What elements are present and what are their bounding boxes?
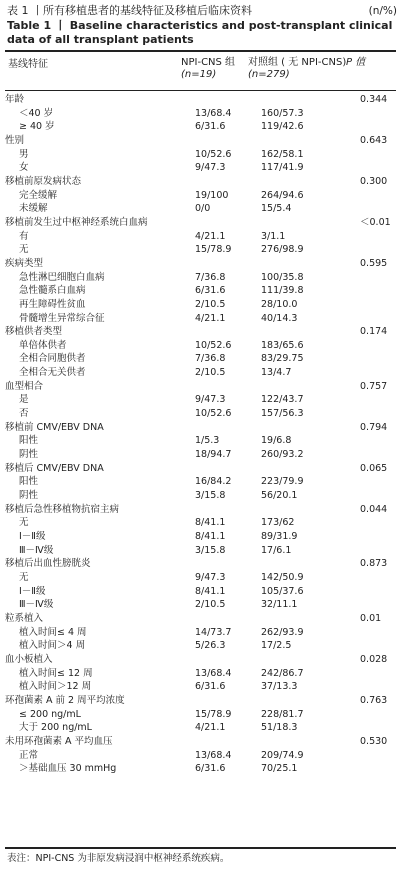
bottom-rule bbox=[5, 847, 396, 849]
table-row bbox=[5, 735, 396, 749]
row-control-value: 119/42.6 bbox=[261, 121, 304, 133]
top-rule bbox=[5, 50, 396, 52]
row-p-value bbox=[360, 434, 396, 448]
row-label: 移植后出血性膀胱炎 bbox=[5, 558, 91, 570]
row-label: 血型相合 bbox=[5, 380, 44, 392]
row-npi-value bbox=[195, 694, 261, 708]
row-p-value: 0.763 bbox=[360, 694, 388, 706]
row-control-value: 122/43.7 bbox=[261, 394, 304, 406]
row-label: 未缓解 bbox=[19, 203, 48, 215]
row-p-value bbox=[360, 312, 396, 326]
table-row bbox=[5, 189, 396, 203]
header-characteristic: 基线特征 bbox=[8, 59, 48, 70]
row-npi-value: 19/100 bbox=[195, 189, 229, 201]
row-p-value bbox=[360, 626, 396, 640]
row-control-value: 209/74.9 bbox=[261, 749, 304, 761]
row-control-value: 51/18.3 bbox=[261, 722, 298, 734]
row-control-value: 100/35.8 bbox=[261, 271, 304, 283]
row-label: 女 bbox=[19, 162, 29, 174]
row-control-value: 17/2.5 bbox=[261, 640, 292, 652]
row-label: 有 bbox=[19, 230, 29, 242]
table-row bbox=[5, 462, 396, 476]
row-p-value bbox=[360, 448, 396, 462]
row-npi-value bbox=[195, 421, 261, 435]
table-row bbox=[5, 680, 396, 694]
row-npi-value: 2/10.5 bbox=[195, 298, 226, 310]
table-row bbox=[5, 530, 396, 544]
row-label: Ⅲ－Ⅳ级 bbox=[19, 544, 54, 556]
row-npi-value: 4/21.1 bbox=[195, 722, 226, 734]
table-row bbox=[5, 612, 396, 626]
row-label: 植入时间≤ 4 周 bbox=[19, 626, 87, 638]
header-npi-line2: (n=19) bbox=[181, 69, 217, 80]
row-label: 再生障碍性贫血 bbox=[19, 298, 86, 310]
row-label: 年龄 bbox=[5, 94, 25, 105]
row-control-value: 56/20.1 bbox=[261, 490, 298, 502]
row-control-value: 37/13.3 bbox=[261, 681, 298, 693]
row-p-value bbox=[360, 189, 396, 203]
table-row bbox=[5, 366, 396, 380]
row-p-value bbox=[360, 202, 396, 216]
row-npi-value: 3/15.8 bbox=[195, 544, 226, 556]
header-rule bbox=[5, 90, 396, 91]
row-control-value: 32/11.1 bbox=[261, 599, 298, 611]
row-control-value bbox=[261, 694, 360, 708]
row-label: 正常 bbox=[19, 749, 39, 761]
row-p-value bbox=[360, 475, 396, 489]
row-control-value: 89/31.9 bbox=[261, 531, 298, 542]
row-p-value bbox=[360, 148, 396, 162]
row-label: 无 bbox=[19, 517, 29, 529]
table-row bbox=[5, 393, 396, 407]
row-control-value: 276/98.9 bbox=[261, 244, 304, 256]
row-label: 粒系植入 bbox=[5, 612, 44, 624]
row-p-value bbox=[360, 544, 396, 558]
row-control-value: 3/1.1 bbox=[261, 230, 286, 242]
row-label: 无 bbox=[19, 571, 29, 583]
row-control-value bbox=[261, 557, 360, 571]
table-row bbox=[5, 503, 396, 517]
row-p-value: 0.065 bbox=[360, 462, 388, 474]
table-row bbox=[5, 339, 396, 353]
row-npi-value: 4/21.1 bbox=[195, 230, 226, 242]
header-p-value: P 值 bbox=[346, 57, 366, 68]
table-row bbox=[5, 257, 396, 271]
row-p-value bbox=[360, 107, 396, 121]
row-p-value bbox=[360, 516, 396, 530]
row-p-value bbox=[360, 680, 396, 694]
row-control-value bbox=[261, 612, 360, 626]
table-row bbox=[5, 762, 396, 776]
row-label: Ⅲ－Ⅳ级 bbox=[19, 599, 54, 611]
row-label: 单倍体供者 bbox=[19, 339, 67, 351]
row-label: 是 bbox=[19, 394, 29, 406]
row-control-value: 83/29.75 bbox=[261, 353, 304, 365]
row-p-value: 0.530 bbox=[360, 735, 388, 747]
row-npi-value: 10/52.6 bbox=[195, 408, 232, 420]
table-row bbox=[5, 407, 396, 421]
row-npi-value bbox=[195, 93, 261, 107]
row-npi-value bbox=[195, 462, 261, 476]
row-p-value bbox=[360, 298, 396, 312]
table-row bbox=[5, 694, 396, 708]
row-npi-value: 7/36.8 bbox=[195, 353, 226, 365]
row-control-value: 105/37.6 bbox=[261, 585, 304, 597]
row-label: 无 bbox=[19, 244, 29, 256]
row-npi-value: 9/47.3 bbox=[195, 571, 226, 583]
row-p-value bbox=[360, 271, 396, 285]
row-p-value bbox=[360, 230, 396, 244]
row-label: 阴性 bbox=[19, 490, 39, 502]
table-title-english: Table 1 丨 Baseline characteristics and post-transplant clinical data of all transplant patients bbox=[7, 19, 393, 46]
row-npi-value: 8/41.1 bbox=[195, 517, 226, 529]
row-label: Ⅰ－Ⅱ级 bbox=[19, 531, 46, 542]
table-row bbox=[5, 708, 396, 722]
table-row bbox=[5, 325, 396, 339]
table-row bbox=[5, 380, 396, 394]
row-label: 植入时间＞12 周 bbox=[19, 681, 92, 693]
row-npi-value: 8/41.1 bbox=[195, 531, 226, 542]
row-p-value bbox=[360, 530, 396, 544]
table-row bbox=[5, 571, 396, 585]
row-control-value bbox=[261, 175, 360, 189]
row-control-value: 228/81.7 bbox=[261, 708, 304, 720]
table-row bbox=[5, 585, 396, 599]
row-p-value bbox=[360, 243, 396, 257]
row-p-value bbox=[360, 489, 396, 503]
row-label: 移植后 CMV/EBV DNA bbox=[5, 462, 104, 474]
row-label: 完全缓解 bbox=[19, 189, 58, 201]
table-row bbox=[5, 161, 396, 175]
row-npi-value bbox=[195, 557, 261, 571]
row-control-value bbox=[261, 503, 360, 517]
row-npi-value bbox=[195, 503, 261, 517]
row-label: 否 bbox=[19, 408, 29, 420]
row-npi-value: 13/68.4 bbox=[195, 107, 232, 119]
table-row bbox=[5, 284, 396, 298]
row-control-value: 260/93.2 bbox=[261, 449, 304, 461]
row-control-value: 111/39.8 bbox=[261, 285, 304, 297]
row-npi-value bbox=[195, 735, 261, 749]
row-control-value bbox=[261, 257, 360, 271]
row-p-value bbox=[360, 708, 396, 722]
row-label: 阳性 bbox=[19, 476, 39, 488]
row-npi-value: 10/52.6 bbox=[195, 148, 232, 160]
row-npi-value: 4/21.1 bbox=[195, 312, 226, 324]
row-control-value: 223/79.9 bbox=[261, 476, 304, 488]
header-control-line1: 对照组 ( 无 NPI-CNS) bbox=[248, 57, 347, 68]
row-control-value bbox=[261, 421, 360, 435]
row-p-value bbox=[360, 571, 396, 585]
row-p-value bbox=[360, 161, 396, 175]
header-control-group bbox=[248, 57, 346, 81]
row-label: Ⅰ－Ⅱ级 bbox=[19, 585, 46, 597]
row-label: 急性髓系白血病 bbox=[19, 285, 86, 297]
row-label: 急性淋巴细胞白血病 bbox=[19, 271, 105, 283]
row-npi-value: 9/47.3 bbox=[195, 394, 226, 406]
row-label: 骨髓增生异常综合征 bbox=[19, 312, 105, 324]
row-control-value: 162/58.1 bbox=[261, 148, 304, 160]
table-row bbox=[5, 434, 396, 448]
row-control-value: 264/94.6 bbox=[261, 189, 304, 201]
row-npi-value: 15/78.9 bbox=[195, 708, 232, 720]
table-row bbox=[5, 120, 396, 134]
table-row bbox=[5, 243, 396, 257]
table-row bbox=[5, 230, 396, 244]
row-npi-value: 0/0 bbox=[195, 203, 211, 215]
row-p-value bbox=[360, 598, 396, 612]
row-p-value bbox=[360, 762, 396, 776]
row-label: 移植前原发病状态 bbox=[5, 175, 82, 187]
row-p-value bbox=[360, 284, 396, 298]
row-p-value: 0.044 bbox=[360, 503, 388, 515]
row-label: ＞基础血压 30 mmHg bbox=[19, 763, 117, 775]
table-row bbox=[5, 653, 396, 667]
row-label: ＜40 岁 bbox=[19, 107, 54, 119]
row-npi-value: 6/31.6 bbox=[195, 121, 226, 133]
row-p-value: 0.643 bbox=[360, 134, 388, 146]
table-row bbox=[5, 271, 396, 285]
row-control-value: 70/25.1 bbox=[261, 763, 298, 775]
table-row bbox=[5, 312, 396, 326]
row-npi-value: 6/31.6 bbox=[195, 285, 226, 297]
table-row bbox=[5, 202, 396, 216]
row-npi-value: 7/36.8 bbox=[195, 271, 226, 283]
row-label: 血小板植入 bbox=[5, 653, 53, 665]
table-title-row bbox=[7, 4, 397, 18]
row-control-value bbox=[261, 653, 360, 667]
row-p-value: 0.300 bbox=[360, 175, 388, 187]
row-npi-value: 2/10.5 bbox=[195, 599, 226, 611]
row-npi-value bbox=[195, 653, 261, 667]
row-control-value: 262/93.9 bbox=[261, 626, 304, 638]
row-p-value bbox=[360, 585, 396, 599]
row-control-value: 28/10.0 bbox=[261, 298, 298, 310]
row-npi-value bbox=[195, 216, 261, 230]
row-p-value: 0.873 bbox=[360, 558, 388, 570]
row-label: 未用环孢菌素 A 平均血压 bbox=[5, 735, 113, 747]
row-control-value: 17/6.1 bbox=[261, 544, 292, 556]
row-control-value: 242/86.7 bbox=[261, 667, 304, 679]
row-npi-value: 15/78.9 bbox=[195, 244, 232, 256]
row-control-value: 117/41.9 bbox=[261, 162, 304, 174]
row-label: 移植前 CMV/EBV DNA bbox=[5, 421, 104, 433]
row-label: 环孢菌素 A 前 2 周平均浓度 bbox=[5, 694, 125, 706]
table-note: 表注：NPI-CNS 为非原发病浸润中枢神经系统疾病。 bbox=[7, 853, 230, 864]
row-label: 全相合同胞供者 bbox=[19, 353, 86, 365]
row-label: 疾病类型 bbox=[5, 257, 44, 269]
row-control-value: 40/14.3 bbox=[261, 312, 298, 324]
row-p-value bbox=[360, 407, 396, 421]
table-body bbox=[5, 93, 396, 776]
row-p-value: ＜0.01 bbox=[360, 216, 391, 228]
row-npi-value: 6/31.6 bbox=[195, 763, 226, 775]
row-control-value bbox=[261, 325, 360, 339]
row-label: 全相合无关供者 bbox=[19, 367, 86, 379]
row-npi-value bbox=[195, 134, 261, 148]
row-p-value: 0.595 bbox=[360, 257, 388, 269]
data-table bbox=[5, 93, 396, 776]
row-control-value bbox=[261, 380, 360, 394]
table-row bbox=[5, 475, 396, 489]
row-label: 移植前发生过中枢神经系统白血病 bbox=[5, 216, 148, 228]
table-row bbox=[5, 721, 396, 735]
table-row bbox=[5, 639, 396, 653]
table-row bbox=[5, 148, 396, 162]
row-npi-value bbox=[195, 257, 261, 271]
row-label: 移植后急性移植物抗宿主病 bbox=[5, 503, 120, 515]
table-row bbox=[5, 557, 396, 571]
row-control-value bbox=[261, 216, 360, 230]
row-npi-value: 1/5.3 bbox=[195, 435, 220, 447]
row-label: 移植供者类型 bbox=[5, 326, 63, 338]
row-p-value bbox=[360, 366, 396, 380]
row-control-value: 173/62 bbox=[261, 517, 295, 529]
table-row bbox=[5, 626, 396, 640]
header-npi-line1: NPI-CNS 组 bbox=[181, 57, 236, 68]
row-control-value bbox=[261, 93, 360, 107]
row-npi-value: 9/47.3 bbox=[195, 162, 226, 174]
table-row bbox=[5, 544, 396, 558]
row-p-value bbox=[360, 721, 396, 735]
row-control-value: 19/6.8 bbox=[261, 435, 292, 447]
table-row bbox=[5, 489, 396, 503]
table-row bbox=[5, 516, 396, 530]
row-control-value bbox=[261, 735, 360, 749]
row-p-value: 0.028 bbox=[360, 653, 388, 665]
row-label: ≤ 200 ng/mL bbox=[19, 708, 81, 720]
table-row bbox=[5, 175, 396, 189]
row-control-value: 13/4.7 bbox=[261, 367, 292, 379]
table-row bbox=[5, 448, 396, 462]
row-label: 性别 bbox=[5, 134, 25, 146]
table-row bbox=[5, 216, 396, 230]
row-p-value bbox=[360, 667, 396, 681]
row-npi-value: 14/73.7 bbox=[195, 626, 232, 638]
row-p-value bbox=[360, 120, 396, 134]
table-title-chinese: 表 1 丨所有移植患者的基线特征及移植后临床资料 bbox=[7, 4, 252, 17]
row-npi-value bbox=[195, 380, 261, 394]
table-row bbox=[5, 298, 396, 312]
table-unit: (n/%) bbox=[368, 5, 397, 17]
row-npi-value: 3/15.8 bbox=[195, 490, 226, 502]
row-p-value bbox=[360, 639, 396, 653]
table-row bbox=[5, 598, 396, 612]
row-control-value: 183/65.6 bbox=[261, 339, 304, 351]
row-npi-value: 18/94.7 bbox=[195, 449, 232, 461]
row-npi-value: 5/26.3 bbox=[195, 640, 226, 652]
row-control-value bbox=[261, 134, 360, 148]
row-npi-value: 6/31.6 bbox=[195, 681, 226, 693]
table-row bbox=[5, 93, 396, 107]
row-control-value: 15/5.4 bbox=[261, 203, 292, 215]
row-label: 男 bbox=[19, 148, 29, 160]
table-row bbox=[5, 421, 396, 435]
row-npi-value: 16/84.2 bbox=[195, 476, 232, 488]
row-label: 阳性 bbox=[19, 435, 39, 447]
row-npi-value bbox=[195, 325, 261, 339]
row-p-value bbox=[360, 339, 396, 353]
row-p-value: 0.794 bbox=[360, 421, 388, 433]
row-p-value: 0.757 bbox=[360, 380, 388, 392]
table-row bbox=[5, 107, 396, 121]
header-control-line2: (n=279) bbox=[248, 69, 290, 80]
row-npi-value bbox=[195, 175, 261, 189]
row-npi-value: 8/41.1 bbox=[195, 585, 226, 597]
row-control-value bbox=[261, 462, 360, 476]
row-label: ≥ 40 岁 bbox=[19, 121, 55, 133]
row-p-value bbox=[360, 393, 396, 407]
table-row bbox=[5, 352, 396, 366]
row-control-value: 157/56.3 bbox=[261, 408, 304, 420]
row-p-value bbox=[360, 352, 396, 366]
row-p-value: 0.344 bbox=[360, 94, 388, 105]
table-row bbox=[5, 749, 396, 763]
table-row bbox=[5, 667, 396, 681]
row-label: 植入时间＞4 周 bbox=[19, 640, 86, 652]
row-npi-value bbox=[195, 612, 261, 626]
row-npi-value: 10/52.6 bbox=[195, 339, 232, 351]
row-p-value: 0.174 bbox=[360, 326, 388, 338]
row-label: 阴性 bbox=[19, 449, 39, 461]
row-label: 植入时间≤ 12 周 bbox=[19, 667, 93, 679]
row-npi-value: 13/68.4 bbox=[195, 749, 232, 761]
row-npi-value: 13/68.4 bbox=[195, 667, 232, 679]
row-control-value: 142/50.9 bbox=[261, 571, 304, 583]
header-npi-group bbox=[181, 57, 235, 81]
row-control-value: 160/57.3 bbox=[261, 107, 304, 119]
row-npi-value: 2/10.5 bbox=[195, 367, 226, 379]
table-row bbox=[5, 134, 396, 148]
row-p-value: 0.01 bbox=[360, 612, 382, 624]
row-p-value bbox=[360, 749, 396, 763]
row-label: 大于 200 ng/mL bbox=[19, 722, 92, 734]
